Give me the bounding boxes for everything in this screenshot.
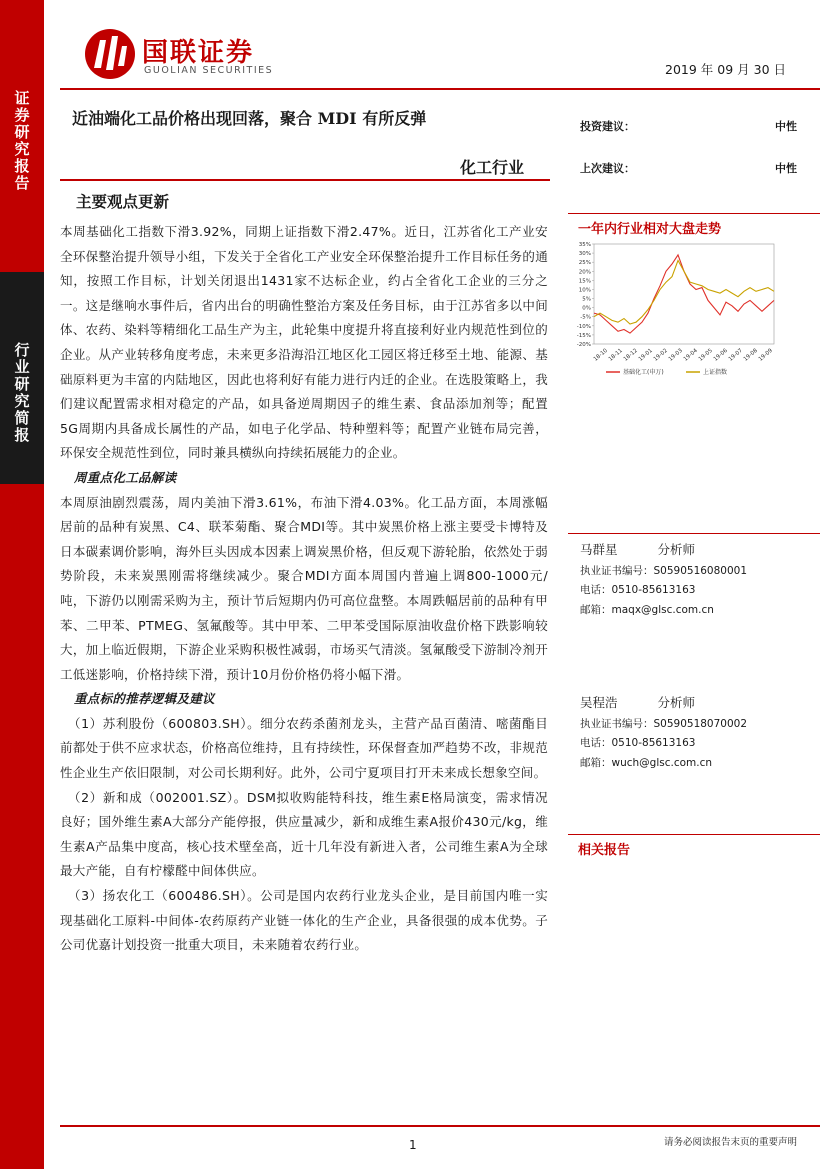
analyst-2-cert: S0590518070002 [653, 717, 748, 730]
analyst-2-email-label: 邮箱： [580, 756, 612, 769]
chart-series-line-1 [594, 255, 774, 333]
sidebar-middle [0, 272, 44, 484]
header-divider [60, 88, 820, 90]
chart-y-tick-label: 20% [578, 269, 591, 276]
related-divider [568, 834, 820, 835]
subheading-weekly-products: 周重点化工品解读 [74, 469, 177, 485]
report-title: 近油端化工品价格出现回落，聚合 MDI 有所反弹 [72, 109, 427, 128]
industry-name: 化工行业 [460, 158, 525, 177]
analyst-card-2 [580, 693, 747, 773]
chart-x-tick-label: 18-11 [607, 347, 624, 363]
analyst-divider [568, 533, 820, 534]
body-paragraph-5: （3）扬农化工（600486.SH）。公司是国内农药行业龙头企业，是目前国内唯一实现基础化工原料-中间体-农药原药产业链一体化的生产企业，具备很强的成本优势。子公司优嘉计划投资一批重大项目，未来随着农药行业。 [60, 888, 548, 953]
rating-current-label: 投资建议： [580, 120, 635, 133]
chart-divider-top [568, 213, 820, 214]
analyst-1-cert: S0590516080001 [653, 564, 748, 577]
rating-previous-value: 中性 [775, 162, 797, 175]
analyst-1-name: 马群星 [580, 542, 618, 557]
chart-y-tick-label: 5% [582, 296, 591, 303]
chart-x-tick-label: 19-03 [667, 347, 684, 363]
chart-y-tick-label: 35% [578, 242, 591, 248]
logo-mark-icon [84, 28, 136, 80]
chart-x-tick-label: 18-12 [622, 347, 639, 363]
title-divider [60, 179, 550, 181]
sidebar-label-brief: 行 业 研 究 简 报 [14, 341, 30, 444]
analyst-2-role: 分析师 [657, 695, 696, 710]
chart-y-tick-label: 15% [578, 278, 591, 285]
rating-current-value: 中性 [775, 120, 797, 133]
sidebar-bottom [0, 484, 44, 1169]
relative-performance-chart [568, 238, 778, 388]
page-number: 1 [409, 1138, 417, 1152]
subheading-recommendations: 重点标的推荐逻辑及建议 [74, 691, 215, 707]
chart-title: 一年内行业相对大盘走势 [578, 222, 722, 237]
body-paragraph-4: （2）新和成（002001.SZ）。DSM拟收购能特科技，维生素E格局演变，需求情况良好；国外维生素A大部分产能停报，供应量减少，新和成维生素A报价430元/kg，维生素A产品集中度高，核心技术壁垒高，近十几年没有新进入者，公司维生素A为全球最大产能，自有柠檬醛中间体供应。 [60, 789, 548, 879]
analyst-1-email-label: 邮箱： [580, 603, 612, 616]
main-body [60, 220, 548, 958]
analyst-2-name: 吴程浩 [580, 695, 618, 710]
rating-previous-label: 上次建议： [580, 162, 635, 175]
analyst-1-phone: 0510-85613163 [611, 584, 696, 596]
related-reports-title: 相关报告 [578, 843, 631, 858]
chart-x-tick-label: 19-06 [712, 347, 729, 363]
section-title: 主要观点更新 [76, 192, 170, 211]
chart-x-tick-label: 19-07 [727, 347, 744, 363]
chart-x-tick-label: 19-05 [697, 347, 714, 363]
logo-cn-text: 国联证券 [142, 38, 255, 68]
chart-y-tick-label: -5% [580, 314, 591, 321]
company-logo [84, 28, 314, 84]
chart-y-tick-label: -15% [576, 332, 591, 339]
chart-y-tick-label: -10% [576, 323, 591, 330]
analyst-card-1 [580, 540, 747, 620]
chart-x-tick-label: 19-09 [757, 347, 774, 363]
logo-en-text: GUOLIAN SECURITIES [144, 65, 274, 76]
analyst-1-phone-label: 电话： [580, 584, 612, 596]
sidebar-top [0, 0, 44, 272]
sidebar-label-research: 证 券 研 究 报 告 [14, 89, 30, 192]
chart-x-tick-label: 18-10 [592, 347, 609, 363]
chart-y-tick-label: 0% [582, 305, 591, 312]
analyst-2-email[interactable]: wuch@glsc.com.cn [611, 756, 713, 769]
footer-divider [60, 1125, 820, 1127]
chart-plot-frame [594, 244, 774, 344]
body-paragraph-3: （1）苏利股份（600803.SH）。细分农药杀菌剂龙头，主营产品百菌清、嘧菌酯目前都处于供不应求状态，价格高位维持，且有持续性，环保督查加严趋势不改，非规范性企业生产依旧限制，对公司长期利好。此外，公司宁夏项目打开未来成长想象空间。 [60, 715, 548, 781]
analyst-2-phone-label: 电话： [580, 737, 612, 749]
analyst-1-email[interactable]: maqx@glsc.com.cn [611, 603, 714, 616]
chart-x-tick-label: 19-04 [682, 347, 699, 363]
footer-disclaimer: 请务必阅读报告末页的重要声明 [664, 1137, 798, 1148]
body-paragraph-1: 本周基础化工指数下滑3.92%，同期上证指数下滑2.47%。近日，江苏省化工产业安全环保整治提升领导小组，下发关于全省化工产业安全环保整治提升工作目标任务的通知，按照工作目标，计划关闭退出1431家不达标企业，约占全省化工企业的三分之一。这是继响水事件后，省内出台的明确性整治方案及任务目标，由于江苏省多以中间体、农药、染料等精细化工品生产为主，此轮集中度提升将直接利好业内规范性到位的企业。从产业转移角度考虑，未来更多沿海沿江地区化工园区将迁移至土地、能源、基础原料更为丰富的内陆地区，因此也将利好有能力进行内迁的企业。在选股策略上，我们建议配置需求相对稳定的产品，如具备逆周期因子的维生素、食品添加剂等；配置5G周期内具备成长属性的产品，如电子化学品、特种塑料等；配置产业链布局完善，环保安全规范性到位，同时兼具横纵向持续拓展能力的企业。 [60, 224, 548, 461]
chart-legend-label-2: 上证指数 [703, 369, 728, 376]
analyst-2-cert-label: 执业证书编号： [580, 717, 654, 730]
chart-y-tick-label: -20% [576, 342, 591, 348]
chart-y-tick-label: 25% [578, 260, 591, 267]
analyst-1-cert-label: 执业证书编号： [580, 564, 654, 577]
chart-x-tick-label: 19-08 [742, 347, 759, 363]
chart-x-tick-label: 19-02 [652, 347, 669, 363]
chart-y-tick-label: 30% [578, 251, 591, 258]
chart-y-tick-label: 10% [578, 287, 591, 294]
chart-legend-label-1: 基础化工(申万) [623, 369, 664, 376]
body-paragraph-2: 本周原油剧烈震荡，周内美油下滑3.61%，布油下滑4.03%。化工品方面，本周涨幅居前的品种有炭黑、C4、联苯菊酯、聚合MDI等。其中炭黑价格上涨主要受卡博特及日本碳素调价影响，海外巨头因成本因素上调炭黑价格，但反观下游轮胎，依然处于弱势阶段，未来炭黑刚需将继续减少。聚合MDI方面本周国内普遍上调800-1000元/吨，下游仍以刚需采购为主，预计节后短期内仍可高位盘整。本周跌幅居前的品种有甲苯、二甲苯、PTMEG、氢氟酸等。其中甲苯、二甲苯受国际原油收盘价格下跌影响较大，加上临近假期，下游企业采购积极性减弱，市场买气清淡。氢氟酸受下游制冷剂开工低迷影响，价格持续下滑，预计10月份价格仍将小幅下滑。 [60, 494, 548, 682]
analyst-1-role: 分析师 [657, 542, 696, 557]
analyst-2-phone: 0510-85613163 [611, 737, 696, 749]
chart-x-tick-label: 19-01 [637, 347, 654, 363]
report-date: 2019 年 09 月 30 日 [665, 62, 786, 77]
